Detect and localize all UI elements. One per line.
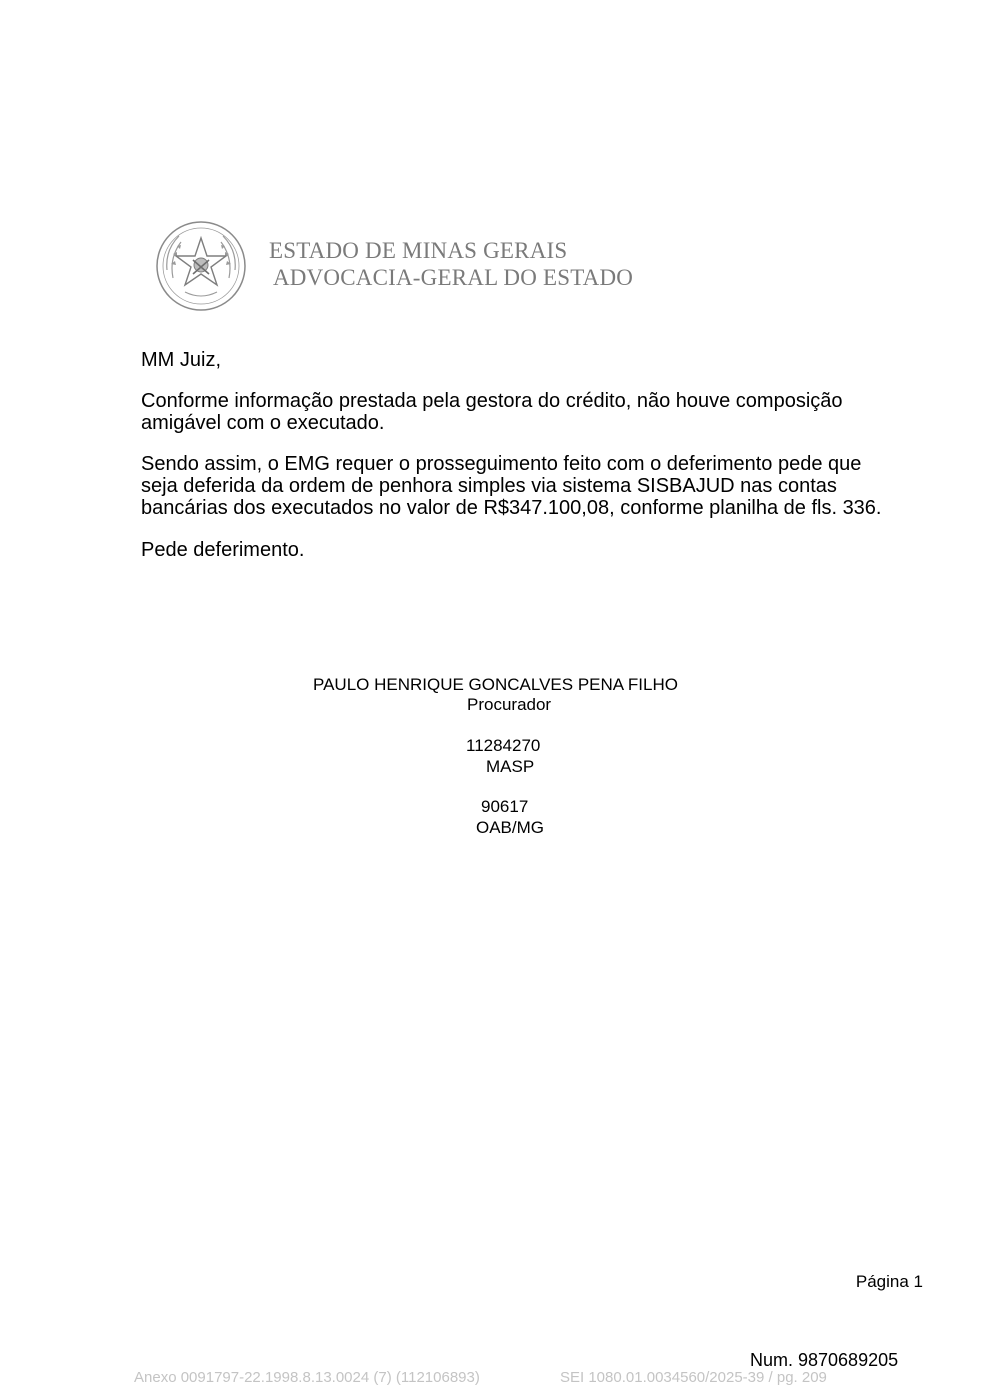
- document-body: [141, 349, 886, 561]
- oab-label: OAB/MG: [476, 818, 545, 837]
- letterhead: [155, 220, 675, 315]
- greeting: MM Juiz,: [141, 349, 221, 371]
- state-seal-icon: [155, 220, 247, 312]
- closing: Pede deferimento.: [141, 539, 305, 561]
- masp-number: 11284270: [466, 736, 541, 755]
- letterhead-agency: ADVOCACIA-GERAL DO ESTADO: [273, 265, 634, 290]
- signer-role: Procurador: [467, 695, 552, 714]
- page-number: Página 1: [855, 1272, 923, 1291]
- paragraph-1: Conforme informação prestada pela gestora do crédito, não houve composição amigável com o executado.: [141, 390, 843, 434]
- signer-name: PAULO HENRIQUE GONCALVES PENA FILHO: [313, 675, 678, 694]
- letterhead-text: [269, 237, 633, 291]
- oab-number: 90617: [481, 797, 529, 816]
- paragraph-2: Sendo assim, o EMG requer o prosseguimento feito com o deferimento pede que seja deferida da ordem de penhora simples via sistema SISBAJUD nas contas bancárias dos executados no valor de R$347.100,08, conforme planilha de fls. 336.: [141, 453, 882, 519]
- masp-label: MASP: [486, 757, 535, 776]
- letterhead-state: ESTADO DE MINAS GERAIS: [269, 238, 568, 263]
- annex-reference: Anexo 0091797-22.1998.8.13.0024 (7) (112106893): [134, 1369, 480, 1386]
- document-number: Num. 9870689205: [750, 1350, 899, 1370]
- sei-reference: SEI 1080.01.0034560/2025-39 / pg. 209: [560, 1369, 827, 1386]
